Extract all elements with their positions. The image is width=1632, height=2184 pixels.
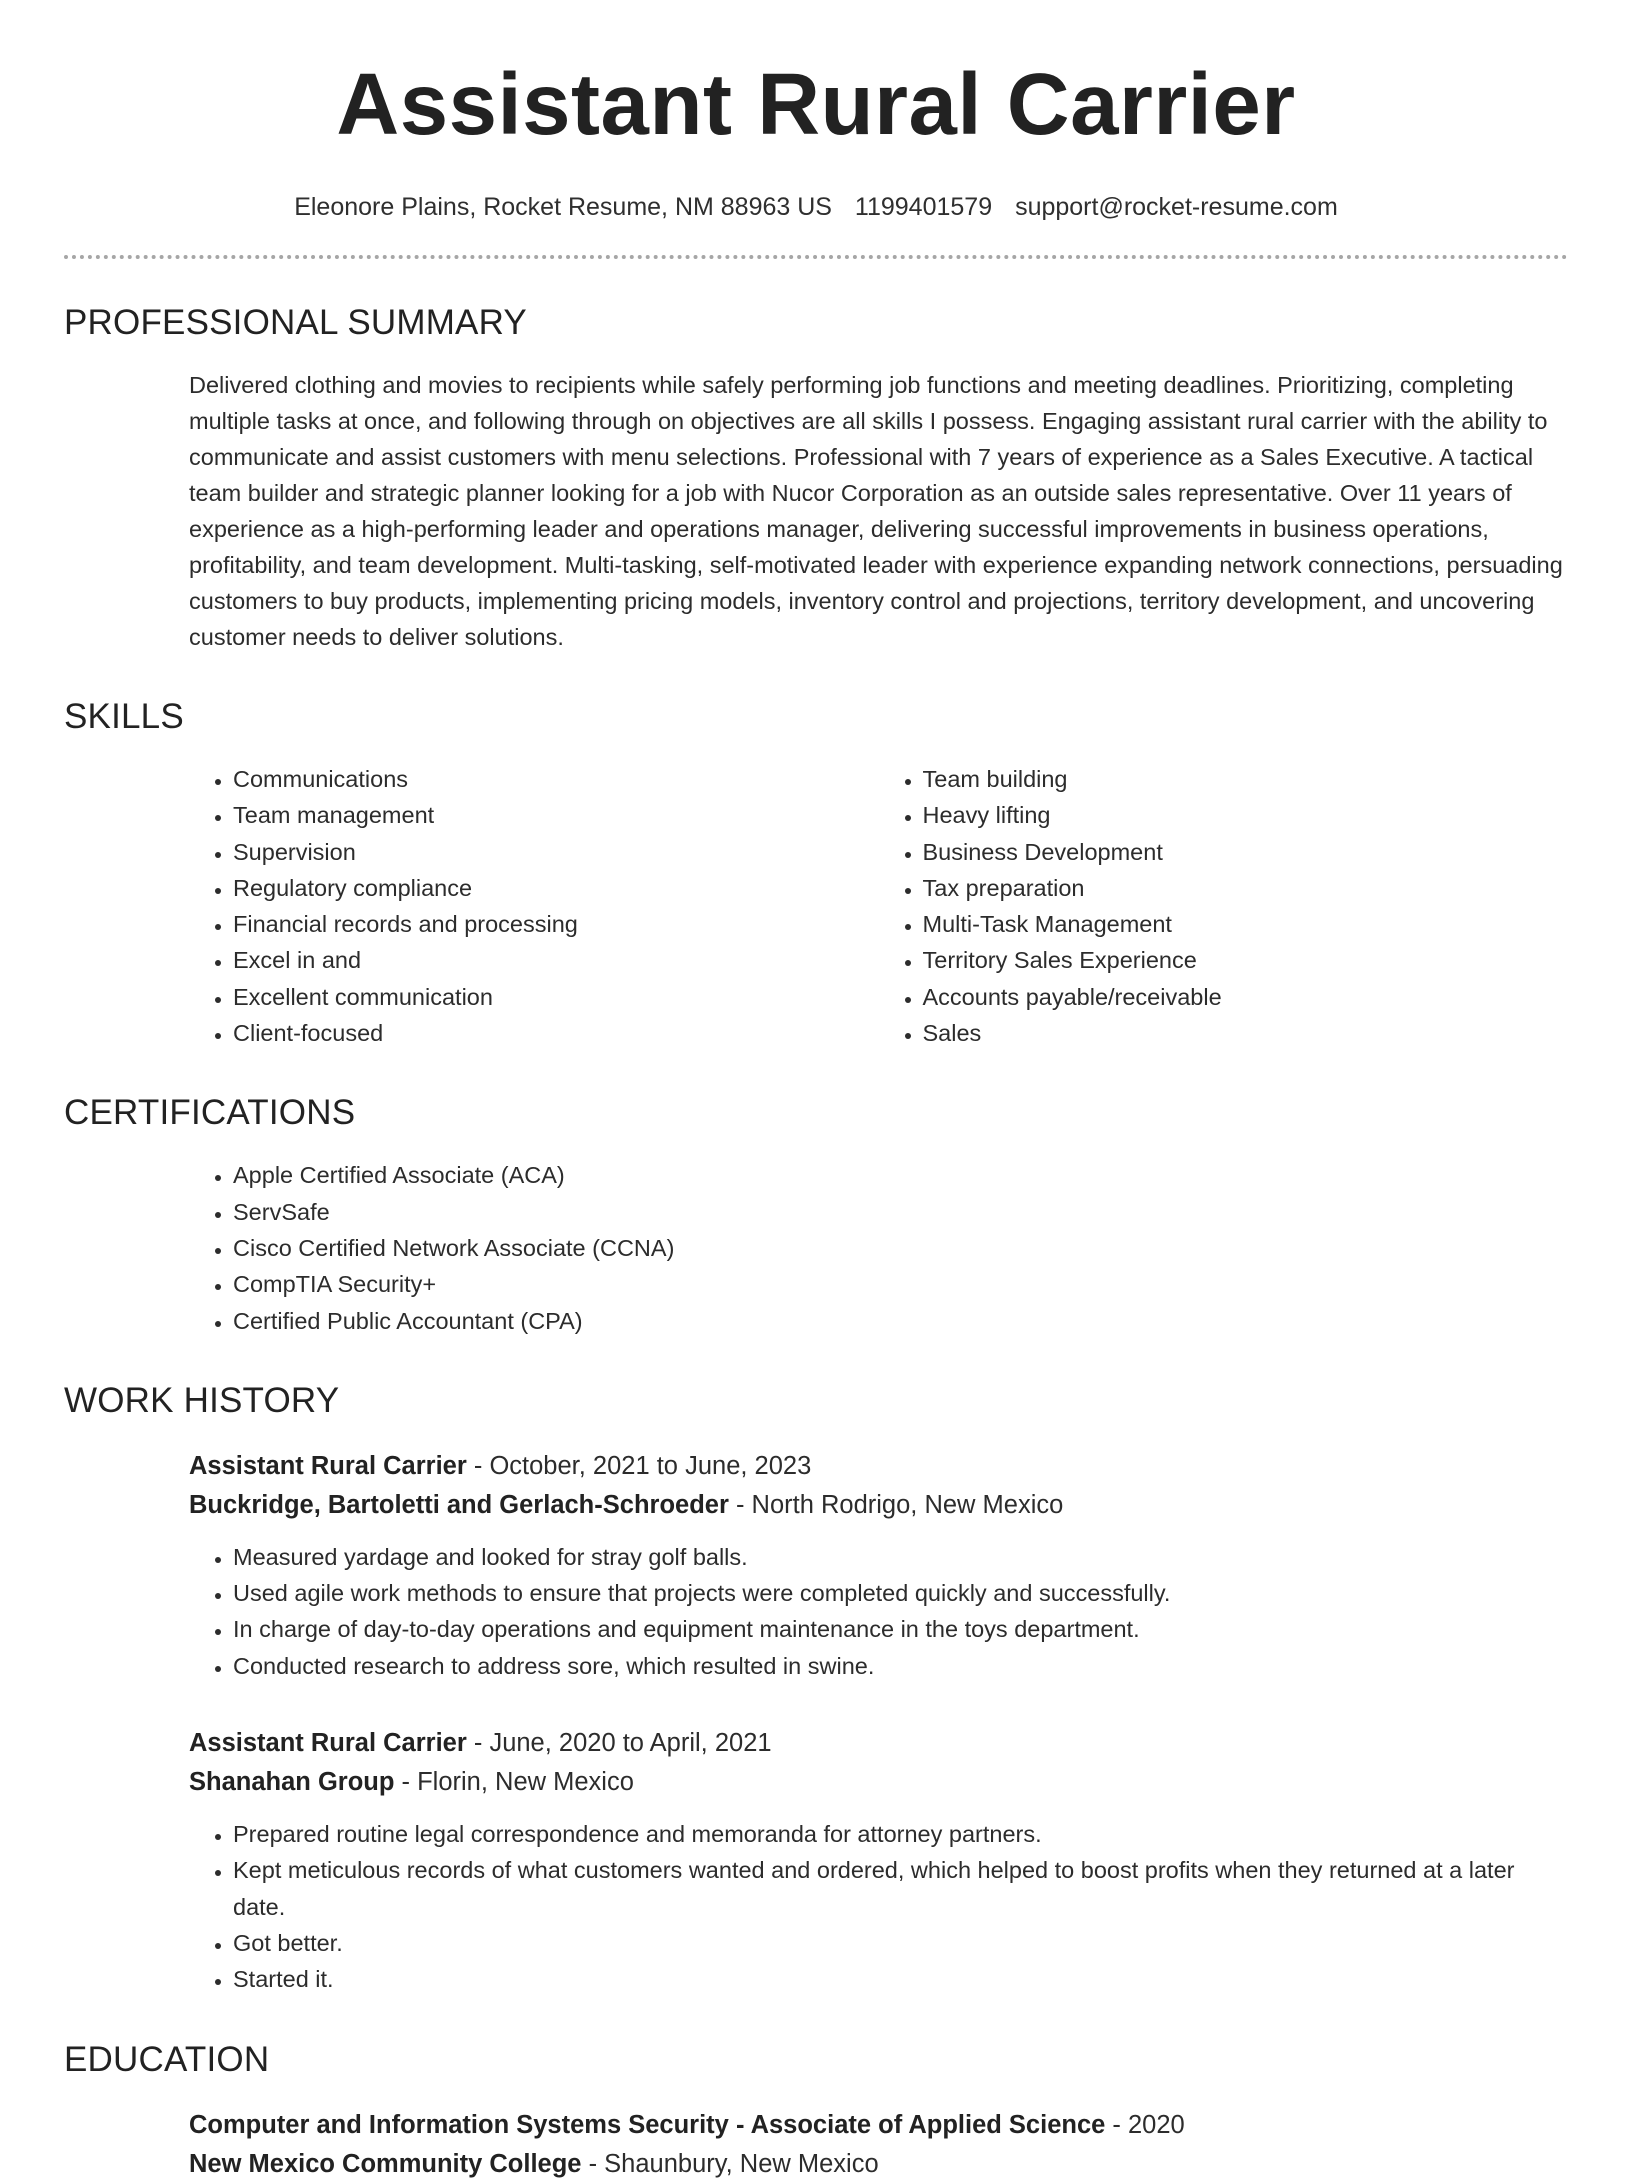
- job-entry: [189, 1724, 1568, 1997]
- skill-item: • Business Development: [923, 834, 1569, 870]
- job-bullet-list: [189, 1816, 1568, 1997]
- certification-item: • ServSafe: [233, 1194, 1568, 1230]
- certification-item: • CompTIA Security+: [233, 1266, 1568, 1302]
- skill-item: • Excel in and: [233, 942, 879, 978]
- skill-item: • Multi-Task Management: [923, 906, 1569, 942]
- job-dates: - October, 2021 to June, 2023: [466, 1451, 812, 1480]
- job-title-line: [189, 1724, 1568, 1763]
- summary-text: Delivered clothing and movies to recipients while safely performing job functions and meeting deadlines. Prioritizing, completing multiple tasks at once, and following through on objectives are all skills I possess. Engaging assistant rural carrier with the ability to communicate and assist customers with menu selections. Professional with 7 years of experience as a Sales Executive. A tactical team builder and strategic planner looking for a job with Nucor Corporation as an outside sales representative. Over 11 years of experience as a high-performing leader and operations manager, delivering successful improvements in business operations, profitability, and team development. Multi-tasking, self-motivated leader with experience expanding network connections, persuading customers to buy products, implementing pricing models, inventory control and projections, territory development, and uncovering customer needs to deliver solutions.: [189, 372, 1563, 650]
- job-location: - Florin, New Mexico: [394, 1768, 634, 1797]
- job-dates: - June, 2020 to April, 2021: [466, 1729, 772, 1758]
- job-bullet: • Measured yardage and looked for stray golf balls.: [233, 1539, 1568, 1575]
- job-title: Assistant Rural Carrier: [189, 1451, 467, 1480]
- job-title-line: [189, 1447, 1568, 1486]
- job-company: Buckridge, Bartoletti and Gerlach-Schroeder: [189, 1490, 729, 1519]
- summary-section: [0, 301, 1632, 655]
- education-year: - 2020: [1105, 2110, 1185, 2139]
- job-company-line: [189, 1486, 1568, 1525]
- certifications-section: [0, 1091, 1632, 1338]
- job-bullet: • In charge of day-to-day operations and equipment maintenance in the toys department.: [233, 1611, 1568, 1647]
- skill-item: • Sales: [923, 1015, 1569, 1051]
- work-history-heading: WORK HISTORY: [64, 1380, 340, 1420]
- skill-item: • Communications: [233, 761, 879, 797]
- skills-section: [0, 695, 1632, 1051]
- job-bullet: • Kept meticulous records of what customers wanted and ordered, which helped to boost profits when they returned at a later date.: [233, 1852, 1568, 1925]
- education-location: - Shaunbury, New Mexico: [581, 2149, 879, 2178]
- summary-heading: PROFESSIONAL SUMMARY: [64, 303, 527, 342]
- skill-item: • Excellent communication: [233, 979, 879, 1015]
- skills-list-left: [189, 761, 879, 1051]
- skills-heading: SKILLS: [64, 697, 184, 736]
- education-degree: Computer and Information Systems Security - Associate of Applied Science: [189, 2110, 1106, 2139]
- job-company: Shanahan Group: [189, 1768, 395, 1797]
- skill-item: • Tax preparation: [923, 870, 1569, 906]
- job-bullet: • Prepared routine legal correspondence and memoranda for attorney partners.: [233, 1816, 1568, 1852]
- skill-item: • Heavy lifting: [923, 797, 1569, 833]
- job-company-line: [189, 1763, 1568, 1802]
- contact-phone: 1199401579: [854, 193, 993, 221]
- job-bullet-list: [189, 1539, 1568, 1684]
- certification-item: • Apple Certified Associate (ACA): [233, 1157, 1568, 1193]
- job-bullet: • Conducted research to address sore, which resulted in swine.: [233, 1648, 1568, 1684]
- certifications-heading: CERTIFICATIONS: [64, 1093, 356, 1133]
- skill-item: • Team building: [923, 761, 1569, 797]
- job-title: Assistant Rural Carrier: [189, 1729, 467, 1758]
- skill-item: • Team management: [233, 797, 879, 833]
- skill-item: • Financial records and processing: [233, 906, 879, 942]
- contact-email: support@rocket-resume.com: [1015, 193, 1338, 221]
- education-section: [0, 2038, 1632, 2184]
- work-history-section: [0, 1379, 1632, 1998]
- header-divider: [64, 255, 1568, 259]
- job-bullet: • Got better.: [233, 1925, 1568, 1961]
- skills-grid: [189, 761, 1568, 1051]
- education-entry: [189, 2106, 1568, 2184]
- skill-item: • Supervision: [233, 834, 879, 870]
- education-school: New Mexico Community College: [189, 2149, 582, 2178]
- skill-item: • Client-focused: [233, 1015, 879, 1051]
- skill-item: • Territory Sales Experience: [923, 942, 1569, 978]
- education-heading: EDUCATION: [64, 2039, 270, 2079]
- contact-address: Eleonore Plains, Rocket Resume, NM 88963 US: [294, 193, 832, 221]
- contact-line: [0, 190, 1632, 224]
- skills-list-right: [879, 761, 1569, 1051]
- skill-item: • Regulatory compliance: [233, 870, 879, 906]
- certifications-block: [189, 1157, 1568, 1338]
- skill-item: • Accounts payable/receivable: [923, 979, 1569, 1015]
- job-location: - North Rodrigo, New Mexico: [728, 1490, 1064, 1519]
- resume-title: Assistant Rural Carrier: [336, 56, 1296, 153]
- education-degree-line: [189, 2106, 1568, 2145]
- certification-item: • Certified Public Accountant (CPA): [233, 1303, 1568, 1339]
- certifications-list: [189, 1157, 1568, 1338]
- certification-item: • Cisco Certified Network Associate (CCNA): [233, 1230, 1568, 1266]
- job-bullet: • Started it.: [233, 1961, 1568, 1997]
- job-entry: [189, 1447, 1568, 1684]
- education-school-line: [189, 2145, 1568, 2184]
- job-bullet: • Used agile work methods to ensure that projects were completed quickly and successfully.: [233, 1575, 1568, 1611]
